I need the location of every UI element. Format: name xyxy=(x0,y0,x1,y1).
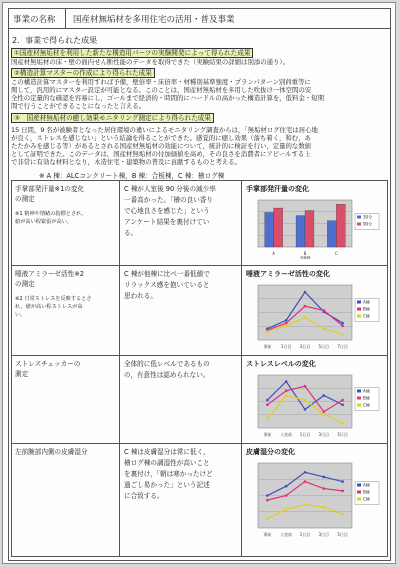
finding-line: 過ごし易かった」という記述 xyxy=(124,481,210,489)
chart-title: 手掌部発汗量の変化 xyxy=(246,185,309,193)
data-point xyxy=(266,403,269,406)
finding-line: アンケート結果を裏付けてい xyxy=(124,218,210,226)
header-table xyxy=(8,8,391,29)
data-point xyxy=(285,380,288,383)
x-tick-label: 3日目 xyxy=(318,432,330,437)
chart-cell xyxy=(242,181,387,265)
x-tick-label: 事前 xyxy=(263,532,272,537)
finding-line: で心地良さを感じた」という xyxy=(124,207,210,215)
footnote: ※2 日常ストレスを反映するとさ xyxy=(15,296,92,302)
legend-swatch xyxy=(357,315,361,318)
x-tick-label: C xyxy=(334,251,338,256)
data-point xyxy=(285,390,288,393)
x-tick-label: 入室前 xyxy=(280,532,293,537)
paragraph-2-line: 関して，汎用的にマスター設定が可能となる。このことは，国産材無垢材を多用した吹抜け一体空間の安 xyxy=(11,86,312,94)
finding-line: 檜ログ棟の調湿性が高いこと xyxy=(124,459,210,467)
data-point xyxy=(285,508,288,511)
bar xyxy=(327,221,336,247)
data-point xyxy=(304,408,307,411)
finding-cell xyxy=(120,266,242,355)
data-point xyxy=(285,325,288,328)
x-tick-label: 3日目 xyxy=(318,532,330,537)
finding-line: を裏付け，「朝は寒かったけど xyxy=(124,470,213,478)
x-tick-label: 1日目 xyxy=(280,344,292,349)
data-point xyxy=(341,480,344,483)
finding-line: 全体的に低レベルであるもの xyxy=(124,360,210,368)
document-page xyxy=(2,2,396,564)
measure-cell xyxy=(12,181,120,265)
legend-label: C棟 xyxy=(363,496,370,502)
paragraph-3-line: として証明できた。このデータは，国産材無垢材の付加価値を高め，その良さを消費者にアピールする上 xyxy=(11,150,311,158)
legend-swatch xyxy=(357,308,361,311)
legend-swatch xyxy=(357,223,361,226)
measure-sub: 測定 xyxy=(15,370,29,378)
x-tick-label: 5日目 xyxy=(318,344,330,349)
data-point xyxy=(341,403,344,406)
data-point xyxy=(341,490,344,493)
measure-title: ストレスチェッカーの xyxy=(15,360,81,368)
paragraph-2-line: この構造計算マスターを利用すれば予備，壁倍率・床倍率・材種別基準強度・プランパターン別荷重等に xyxy=(11,78,311,86)
finding-line: C 棟は皮膚湿分は常に低く， xyxy=(124,448,210,456)
chart-title: 皮膚湿分の変化 xyxy=(246,448,295,456)
data-point xyxy=(341,333,344,336)
x-tick-label: A xyxy=(272,251,276,256)
section-heading: 2．事業で得られた成果 xyxy=(12,36,98,45)
legend-swatch xyxy=(357,397,361,400)
legend-swatch xyxy=(357,216,361,219)
table-row xyxy=(12,443,387,556)
legend-swatch xyxy=(357,491,361,494)
report-body xyxy=(8,29,391,561)
bar xyxy=(274,208,283,247)
x-tick-label: 5日目 xyxy=(337,432,348,437)
data-point xyxy=(285,394,288,397)
results-table xyxy=(11,180,388,557)
measure-title: 唾液アミラーゼ活性※2 xyxy=(15,270,84,278)
data-point xyxy=(323,394,326,397)
chart-cell xyxy=(242,266,387,355)
table-row xyxy=(12,181,387,265)
highlight-heading-2: ②構造計算マスターの作成により得られた成果 xyxy=(11,68,155,78)
measure-title: 手掌部発汗量※1の変化 xyxy=(15,185,85,193)
measure-cell xyxy=(12,444,120,556)
measure-cell xyxy=(12,266,120,355)
data-point xyxy=(266,399,269,402)
x-tick-label: 入室前 xyxy=(280,432,293,437)
data-point xyxy=(341,422,344,425)
finding-cell xyxy=(120,444,242,556)
x-tick-label: 5日目 xyxy=(337,532,348,537)
chart-title: 唾液アミラーゼ活性の変化 xyxy=(246,270,330,278)
finding-line: リラックス感を抱いていると xyxy=(124,281,210,289)
footnote: い。 xyxy=(15,312,26,318)
finding-line: C 棟が人室後 90 分後の減少率 xyxy=(124,185,216,193)
x-tick-label: 3日目 xyxy=(299,344,311,349)
legend-swatch xyxy=(357,301,361,304)
legend-label: C棟 xyxy=(363,313,370,319)
legend-label: 90分 xyxy=(363,221,373,227)
building-legend-note: ※ A 棟：ALCコンクリート棟，B 棟：合板棟，C 棟：檜ログ棟 xyxy=(39,172,225,180)
data-point xyxy=(341,399,344,402)
paragraph-2-line: 間で行うことができることになったと言える。 xyxy=(11,102,146,110)
data-point xyxy=(341,322,344,325)
sweat-bar-chart xyxy=(246,197,382,259)
data-point xyxy=(285,319,288,322)
legend-label: C棟 xyxy=(363,402,370,408)
bar xyxy=(305,211,314,247)
measure-sub: の測定 xyxy=(15,195,35,203)
legend-label: A棟 xyxy=(363,388,370,394)
x-tick-label: 事前 xyxy=(263,344,272,349)
measure-title: 左前腕部内側の皮膚湿分 xyxy=(15,448,88,456)
x-axis-label: 実験棟 xyxy=(299,256,311,259)
chart-cell xyxy=(242,444,387,556)
footnote: れ，値が高い程ストレスが高 xyxy=(15,304,83,310)
amylase-line-chart xyxy=(246,282,382,352)
data-point xyxy=(304,305,307,308)
finding-line: の，有意性は認められない。 xyxy=(124,371,210,379)
legend-label: B棟 xyxy=(363,395,370,401)
data-point xyxy=(323,327,326,330)
finding-line: 思われる。 xyxy=(124,292,157,300)
data-point xyxy=(266,517,269,520)
paragraph-3-line: たたかみを感じる等）があるとされる国産材無垢材の効能について，統計的に検証を行い，定量的な数値 xyxy=(11,142,312,150)
x-tick-label: 事前 xyxy=(263,432,272,437)
bar xyxy=(336,204,345,247)
bar xyxy=(296,216,305,247)
x-tick-label: 7日目 xyxy=(337,344,348,349)
header-key: 事業の名称 xyxy=(9,9,66,28)
data-point xyxy=(341,325,344,328)
legend-swatch xyxy=(357,404,361,407)
chart-title: ストレスレベルの変化 xyxy=(246,360,316,368)
data-point xyxy=(323,476,326,479)
finding-cell xyxy=(120,181,242,265)
data-point xyxy=(266,499,269,502)
legend-label: B棟 xyxy=(363,489,370,495)
bar xyxy=(265,212,274,247)
data-point xyxy=(304,399,307,402)
finding-line: 一番高かった。「檜の良い香り xyxy=(124,196,214,204)
data-point xyxy=(266,330,269,333)
footnote: 値が高い程緊張が高い。 xyxy=(15,219,73,225)
x-tick-label: 1日目 xyxy=(299,532,311,537)
paragraph-3-line: が良く，ストレスを感じない」という結論を得ることができた。感覚的に癒し効果（落ち着く，和む，あ xyxy=(11,134,311,142)
finding-cell xyxy=(120,356,242,443)
paragraph-2-line: 全性の定量的な確認を容易にし，ゴールまで経済的・時間的にハードルの高かった構造計算を，低料金・短期 xyxy=(11,94,325,102)
legend-swatch xyxy=(357,484,361,487)
data-point xyxy=(323,487,326,490)
data-point xyxy=(266,494,269,497)
legend-label: B棟 xyxy=(363,306,370,312)
paragraph-3-line: で非常に有効な材料となり，木造住宅・建築物の普及に貢献するものと考える。 xyxy=(11,158,242,166)
table-row xyxy=(12,355,387,443)
data-point xyxy=(304,480,307,483)
measure-cell xyxy=(12,356,120,443)
finding-line: に合致する。 xyxy=(124,492,164,500)
legend-label: 30分 xyxy=(363,214,373,220)
highlight-heading-1: ①国産材無垢材を利用した新たな構造用パーツの実験開発によって得られた成果 xyxy=(11,48,253,58)
data-point xyxy=(323,309,326,312)
data-point xyxy=(285,485,288,488)
header-value: 国産材無垢材を多用住宅の活用・普及事業 xyxy=(73,14,235,25)
data-point xyxy=(285,322,288,325)
stress-line-chart xyxy=(246,372,382,440)
finding-line: C 棟が他棟に比べ一番低値で xyxy=(124,270,210,278)
legend-label: A棟 xyxy=(363,299,370,305)
data-point xyxy=(304,316,307,319)
data-point xyxy=(266,417,269,420)
highlight-heading-3: ③ 国産材無垢材の癒し効果モニタリング測定により得られた成果 xyxy=(11,113,214,123)
table-row xyxy=(12,265,387,355)
legend-label: A棟 xyxy=(363,482,370,488)
data-point xyxy=(285,494,288,497)
data-point xyxy=(304,385,307,388)
data-point xyxy=(304,503,307,506)
data-point xyxy=(304,291,307,294)
paragraph-3-line: 15 日間，9 名が被験者となった居住環境の違いによるモニタリング調査からは，「無垢材ログ住宅は居心地 xyxy=(11,126,318,134)
x-tick-label: B xyxy=(303,251,307,256)
chart-cell xyxy=(242,356,387,443)
data-point xyxy=(341,513,344,516)
legend-swatch xyxy=(357,498,361,501)
skin-moisture-line-chart xyxy=(246,460,382,540)
measure-sub: の測定 xyxy=(15,280,35,288)
x-tick-label: 1日目 xyxy=(299,432,311,437)
legend-swatch xyxy=(357,390,361,393)
footnote: ※1 精神や情緒の指標とされ， xyxy=(15,211,87,217)
paragraph-1-line: 国産材無垢材の床・壁の面内せん断性能のデータを取得できた（実験結果の詳細は別添の通り）。 xyxy=(11,58,289,66)
finding-line: る。 xyxy=(124,229,138,237)
data-point xyxy=(304,471,307,474)
data-point xyxy=(323,413,326,416)
data-point xyxy=(323,506,326,509)
